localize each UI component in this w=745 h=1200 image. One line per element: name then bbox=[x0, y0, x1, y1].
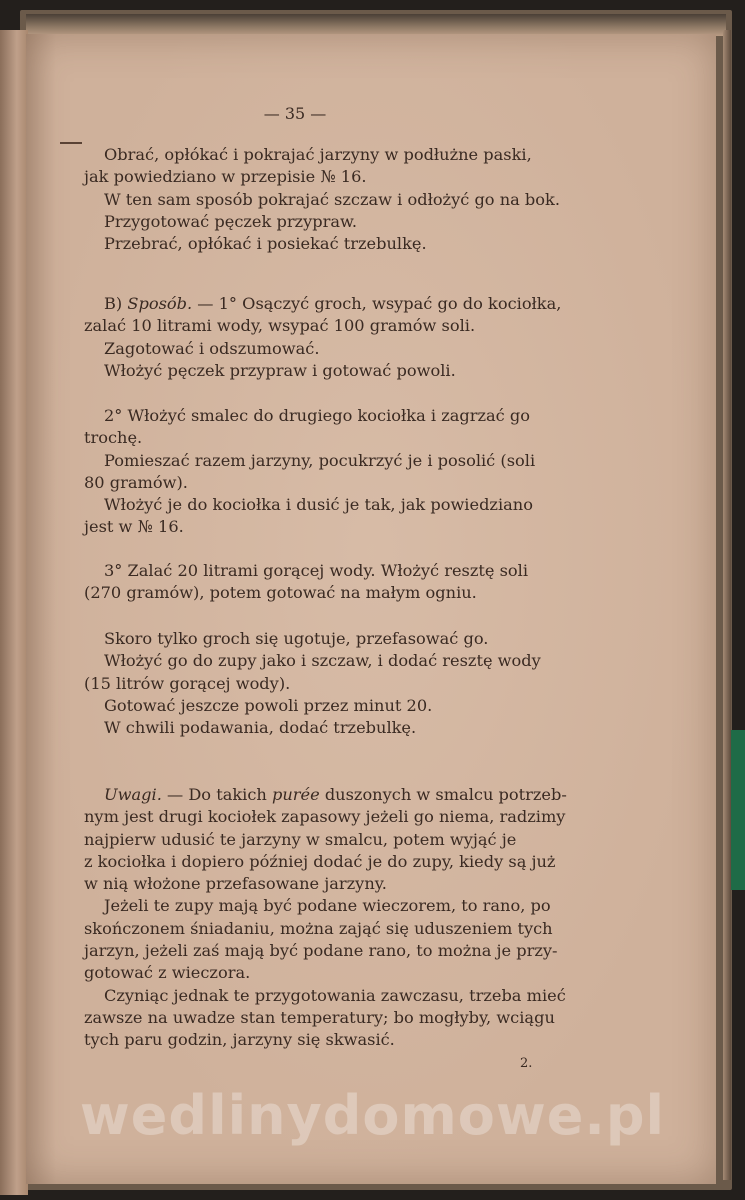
text-line: W ten sam sposób pokrajać szczaw i odłożyć go na bok. bbox=[104, 189, 560, 209]
text-line: 80 gramów). bbox=[84, 472, 188, 492]
step-3-block bbox=[84, 560, 608, 605]
text-line: (15 litrów gorącej wody). bbox=[84, 673, 291, 693]
text-line: nym jest drugi kociołek zapasowy jeżeli go niema, radzimy bbox=[84, 807, 566, 827]
text-line: Pomieszać razem jarzyny, pocukrzyć je i posolić (soli bbox=[104, 450, 536, 470]
step-4-block bbox=[84, 628, 608, 739]
signature-mark: 2. bbox=[520, 1056, 533, 1071]
text-line: Zagotować i odszumować. bbox=[104, 338, 320, 358]
intro-block bbox=[84, 144, 608, 255]
text-line: jest w № 16. bbox=[84, 517, 184, 537]
text-line: Jeżeli te zupy mają być podane wieczorem, to rano, po bbox=[104, 896, 551, 916]
text-line: Skoro tylko groch się ugotuje, przefasować go. bbox=[104, 629, 489, 648]
notes-block bbox=[84, 784, 608, 1052]
section-b-first-line bbox=[84, 293, 608, 315]
text-line: trochę. bbox=[84, 428, 143, 448]
bookmark-ribbon bbox=[731, 730, 745, 890]
text-line: W chwili podawania, dodać trzebulkę. bbox=[104, 718, 417, 738]
section-b-label: B) bbox=[104, 294, 123, 313]
text-line: Włożyć go do zupy jako i szczaw, i dodać resztę wody bbox=[104, 651, 541, 671]
text-line: Przygotować pęczek przypraw. bbox=[104, 211, 358, 231]
notes-text-b: duszonych w smalcu potrzeb- bbox=[319, 785, 567, 804]
watermark: wedlinydomowe.pl bbox=[79, 1084, 666, 1147]
section-b-first-text: — 1° Osączyć groch, wsypać go do kociołka, bbox=[197, 294, 562, 313]
text-line: w nią włożone przefasowane jarzyny. bbox=[84, 874, 387, 894]
page-number: — 35 — bbox=[263, 104, 327, 123]
margin-dash bbox=[60, 142, 82, 144]
page-left-edge bbox=[0, 30, 28, 1195]
text-line: gotować z wieczora. bbox=[84, 963, 251, 983]
text-line: tych paru godzin, jarzyny się skwasić. bbox=[84, 1030, 395, 1050]
text-line: jarzyn, jeżeli zaś mają być podane rano, to można je przy- bbox=[84, 941, 558, 961]
text-line: zawsze na uwadze stan temperatury; bo mogłyby, wciągu bbox=[84, 1007, 555, 1027]
text-line: skończonem śniadaniu, można zająć się uduszeniem tych bbox=[84, 918, 553, 938]
section-b-heading: Sposób. bbox=[127, 294, 193, 313]
text-line: Obrać, opłókać i pokrajać jarzyny w podłużne paski, bbox=[104, 145, 532, 164]
notes-text-a: — Do takich bbox=[161, 785, 272, 804]
notes-first-line bbox=[84, 784, 608, 806]
text-line: Czyniąc jednak te przygotowania zawczasu, trzeba mieć bbox=[104, 985, 566, 1005]
text-line: z kociołka i dopiero później dodać je do zupy, kiedy są już bbox=[84, 851, 556, 871]
text-line: 2° Włożyć smalec do drugiego kociołka i zagrzać go bbox=[104, 406, 530, 425]
text-line: najpierw udusić te jarzyny w smalcu, potem wyjąć je bbox=[84, 829, 517, 849]
section-b-block bbox=[84, 293, 608, 382]
text-line: zalać 10 litrami wody, wsypać 100 gramów soli. bbox=[84, 316, 476, 336]
text-line: 3° Zalać 20 litrami gorącej wody. Włożyć resztę soli bbox=[104, 561, 529, 580]
notes-label: Uwagi. bbox=[104, 785, 162, 804]
text-line: Przebrać, opłókać i posiekać trzebulkę. bbox=[104, 234, 427, 254]
text-line: jak powiedziano w przepisie № 16. bbox=[84, 167, 367, 187]
text-line: Włożyć pęczek przypraw i gotować powoli. bbox=[104, 360, 456, 380]
text-line: (270 gramów), potem gotować na małym ogniu. bbox=[84, 583, 477, 603]
text-line: Włożyć je do kociołka i dusić je tak, jak powiedziano bbox=[104, 495, 533, 515]
text-line: Gotować jeszcze powoli przez minut 20. bbox=[104, 695, 433, 715]
notes-italic-word: purée bbox=[271, 785, 320, 804]
page-right-edge bbox=[723, 30, 731, 1180]
page-top-edge bbox=[26, 14, 726, 36]
step-2-block bbox=[84, 405, 608, 539]
